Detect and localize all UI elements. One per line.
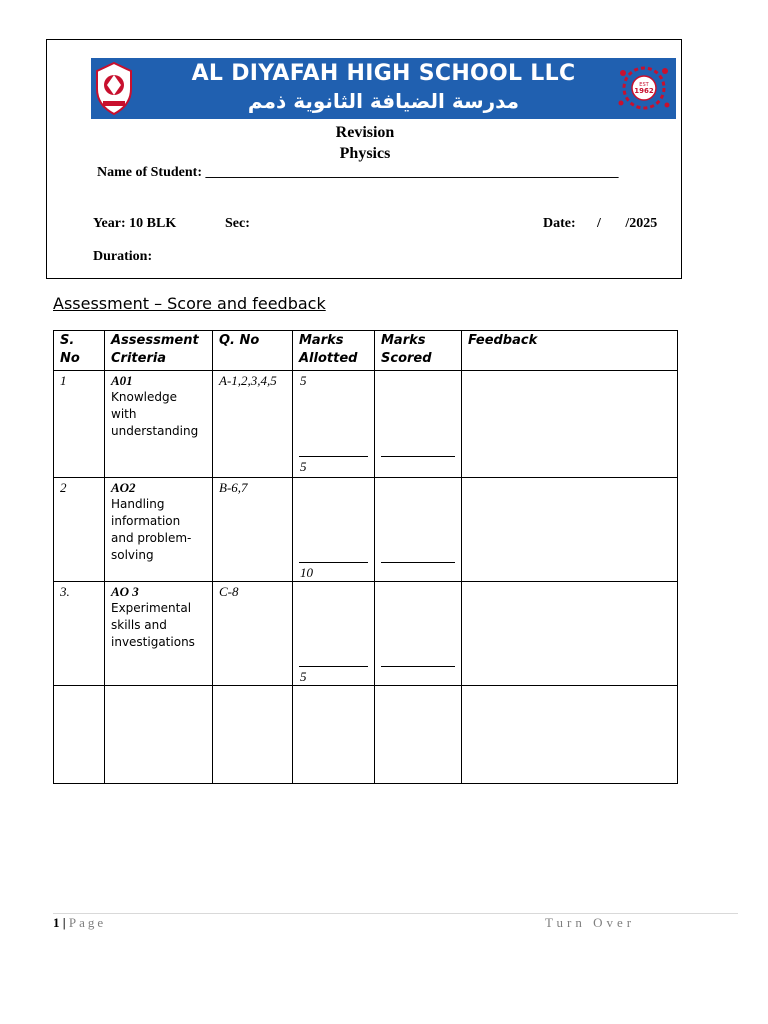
marks-line <box>299 666 368 667</box>
criteria-text: Knowledge with understanding <box>111 390 199 438</box>
year-label: Year: 10 BLK <box>93 216 177 231</box>
marks-scored-line <box>381 456 455 457</box>
student-name-field[interactable]: Name of Student: ___________________________________________________________ <box>97 165 619 180</box>
school-seal-logo <box>615 61 673 116</box>
duration-label: Duration: <box>93 249 153 264</box>
col-header: Marks Allotted <box>293 331 375 371</box>
marks-allotted-top: 5 <box>300 373 307 388</box>
col-header: Marks Scored <box>375 331 462 371</box>
table-row <box>54 582 678 686</box>
marks-allotted-total: 10 <box>300 565 313 580</box>
marks-scored-cell[interactable] <box>375 582 462 686</box>
subject-title: Physics <box>339 145 391 162</box>
criteria-text: Handling information and problem-solving <box>111 497 192 562</box>
page-label: Page <box>68 915 107 930</box>
empty-cell[interactable] <box>213 686 293 784</box>
school-name-ar: مدرسة الضيافة الثانوية ذمم <box>247 89 520 113</box>
section-field[interactable]: Sec: <box>225 216 250 231</box>
criteria-cell <box>105 582 213 686</box>
empty-cell[interactable] <box>105 686 213 784</box>
sno-cell <box>54 371 105 478</box>
assessment-title: Assessment – Score and feedback <box>53 294 326 313</box>
table-row-empty <box>54 686 678 784</box>
col-header: Feedback <box>462 331 678 371</box>
footer-separator: | <box>59 915 69 930</box>
marks-allotted-total: 5 <box>300 459 307 474</box>
feedback-cell[interactable] <box>462 478 678 582</box>
table-row <box>54 371 678 478</box>
feedback-cell[interactable] <box>462 582 678 686</box>
date-label: Date: <box>543 216 576 231</box>
svg-text:1962: 1962 <box>634 87 654 95</box>
sno-cell <box>54 478 105 582</box>
page-footer <box>53 915 106 931</box>
criteria-code: AO2 <box>111 480 136 495</box>
turn-over-text: Turn Over <box>545 915 636 930</box>
marks-scored-cell[interactable] <box>375 478 462 582</box>
marks-scored-cell[interactable] <box>375 371 462 478</box>
question-numbers: C-8 <box>219 584 239 599</box>
criteria-code: AO 3 <box>111 584 139 599</box>
marks-allotted-total: 5 <box>300 669 307 684</box>
sno-cell <box>54 582 105 686</box>
empty-cell[interactable] <box>293 686 375 784</box>
marks-allotted-cell <box>293 371 375 478</box>
header-box <box>46 39 682 279</box>
page-number: 1 <box>53 915 60 930</box>
table-header-row <box>54 331 678 371</box>
criteria-text: Experimental skills and investigations <box>111 601 195 649</box>
qno-cell <box>213 582 293 686</box>
empty-cell[interactable] <box>54 686 105 784</box>
qno-cell <box>213 371 293 478</box>
assessment-table <box>53 330 678 784</box>
sno: 1 <box>60 373 67 388</box>
empty-cell[interactable] <box>375 686 462 784</box>
col-header: Q. No <box>213 331 293 371</box>
criteria-cell <box>105 371 213 478</box>
marks-line <box>299 562 368 563</box>
empty-cell[interactable] <box>462 686 678 784</box>
feedback-cell[interactable] <box>462 371 678 478</box>
marks-allotted-cell <box>293 582 375 686</box>
col-header: Assessment Criteria <box>105 331 213 371</box>
sno: 2 <box>60 480 67 495</box>
school-name-en: AL DIYAFAH HIGH SCHOOL LLC <box>191 61 576 86</box>
col-header: S. No <box>54 331 105 371</box>
svg-text:EST: EST <box>639 82 649 88</box>
table-row <box>54 478 678 582</box>
marks-scored-line <box>381 666 455 667</box>
qno-cell <box>213 478 293 582</box>
criteria-cell <box>105 478 213 582</box>
footer-divider <box>53 913 738 914</box>
question-numbers: A-1,2,3,4,5 <box>219 373 277 388</box>
marks-scored-line <box>381 562 455 563</box>
marks-allotted-cell <box>293 478 375 582</box>
date-field[interactable]: / /2025 <box>597 216 658 231</box>
question-numbers: B-6,7 <box>219 480 248 495</box>
criteria-code: A01 <box>111 373 133 388</box>
worksheet-title: Revision <box>335 124 395 141</box>
school-banner <box>91 58 676 119</box>
marks-line <box>299 456 368 457</box>
sno: 3. <box>60 584 70 599</box>
